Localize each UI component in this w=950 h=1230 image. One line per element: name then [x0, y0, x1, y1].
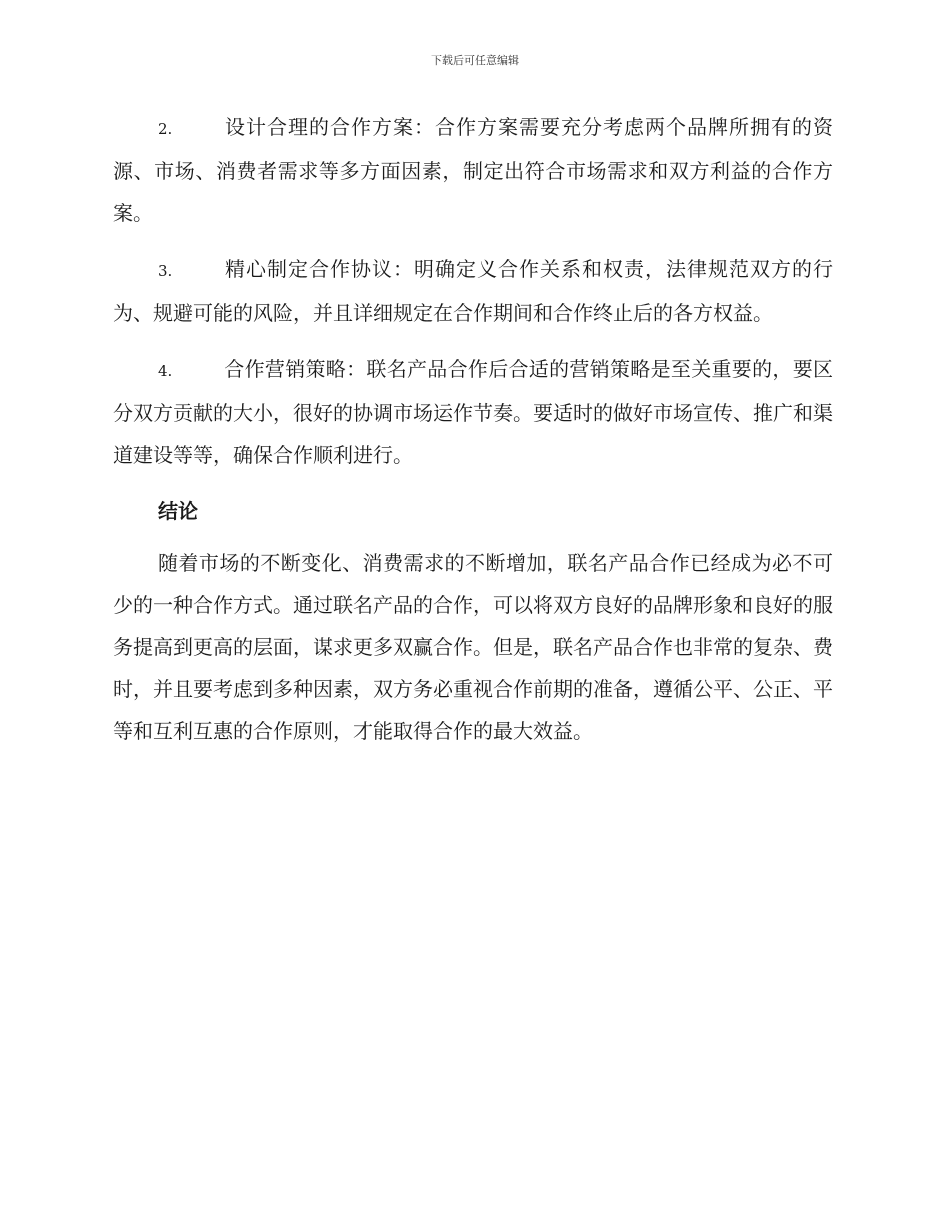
list-item-number: 2. — [158, 120, 173, 138]
list-item-number: 4. — [158, 362, 173, 380]
list-item-text: 合作营销策略：联名产品合作后合适的营销策略是至关重要的，要区分双方贡献的大小，很好的协调市场运作节奏。要适时的做好市场宣传、推广和渠道建设等等，确保合作顺利进行。 — [113, 357, 833, 467]
list-item — [113, 106, 833, 234]
list-item — [113, 248, 833, 334]
list-item-number: 3. — [158, 262, 173, 280]
list-item-text: 精心制定合作协议：明确定义合作关系和权责，法律规范双方的行为、规避可能的风险，并且详细规定在合作期间和合作终止后的各方权益。 — [113, 257, 833, 325]
page-header: 下载后可任意编辑 — [431, 54, 519, 67]
conclusion-paragraph: 随着市场的不断变化、消费需求的不断增加，联名产品合作已经成为必不可少的一种合作方式。通过联名产品的合作，可以将双方良好的品牌形象和良好的服务提高到更高的层面，谋求更多双赢合作。但是，联名产品合作也非常的复杂、费时，并且要考虑到多种因素，双方务必重视合作前期的准备，遵循公平、公正、平等和互利互惠的合作原则，才能取得合作的最大效益。 — [113, 551, 833, 743]
list-item-text: 设计合理的合作方案：合作方案需要充分考虑两个品牌所拥有的资源、市场、消费者需求等多方面因素，制定出符合市场需求和双方利益的合作方案。 — [113, 115, 833, 225]
document-content — [113, 106, 833, 752]
section-title-conclusion: 结论 — [158, 499, 198, 523]
list-item — [113, 348, 833, 476]
